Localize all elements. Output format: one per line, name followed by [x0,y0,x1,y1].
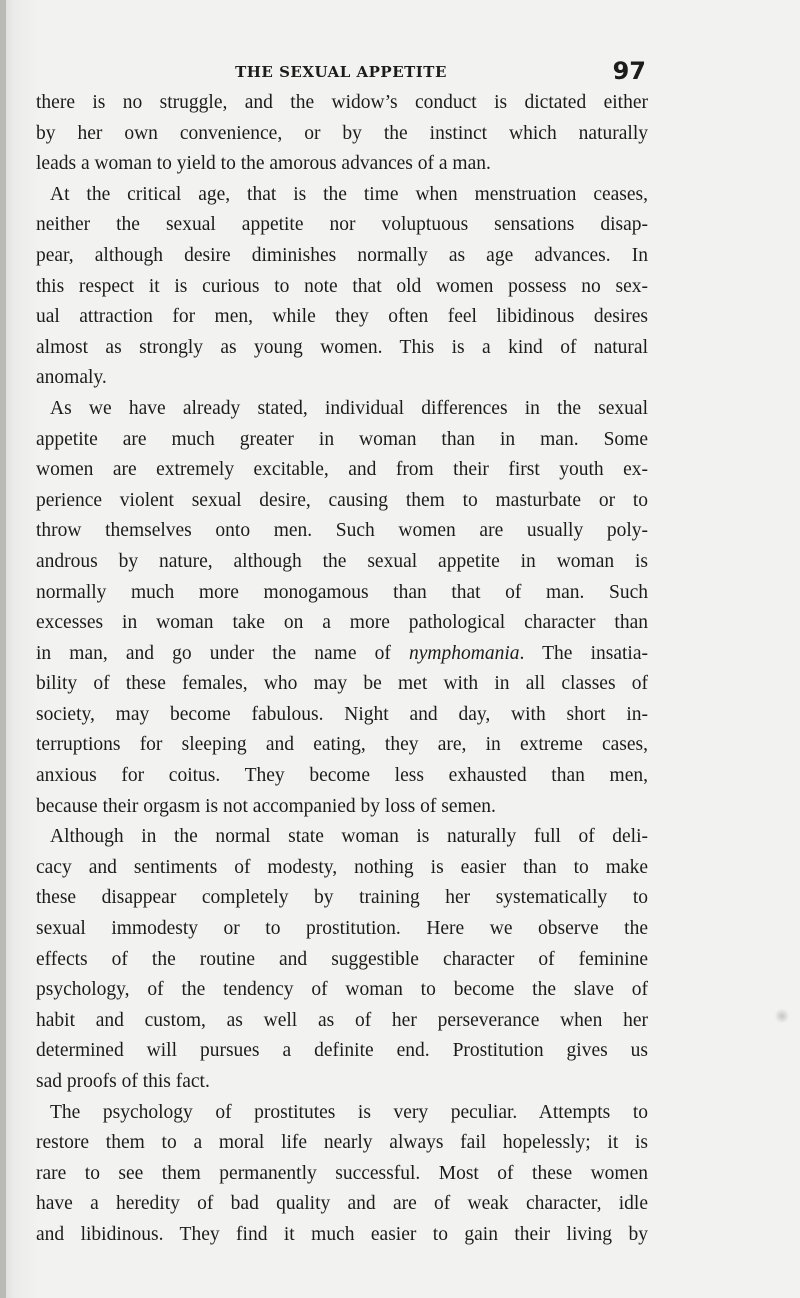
text-line: this respect it is curious to note that old women possess no sex- [36,275,648,297]
text-line: restore them to a moral life nearly always fail hopelessly; it is [36,1132,648,1154]
text-line: Although in the normal state woman is naturally full of deli- [50,826,648,848]
text-line: society, may become fabulous. Night and day, with short in- [36,703,648,725]
text-line: habit and custom, as well as of her perseverance when her [36,1009,648,1031]
text-line: by her own convenience, or by the instinct which naturally [36,122,648,144]
body-text [36,88,648,1251]
running-head: THE SEXUAL APPETITE [235,63,447,81]
text-line: ual attraction for men, while they often feel libidinous desires [36,306,648,328]
text-line: leads a woman to yield to the amorous advances of a man. [36,153,491,175]
text-line: As we have already stated, individual differences in the sexual [50,397,648,419]
text-line: have a heredity of bad quality and are of weak character, idle [36,1193,648,1215]
page-number: 97 [612,57,646,85]
text-line: because their orgasm is not accompanied by loss of semen. [36,795,496,817]
text-line: throw themselves onto men. Such women are usually poly- [36,520,648,542]
text-line: sexual immodesty or to prostitution. Here we observe the [36,918,648,940]
text-line: these disappear completely by training her systematically to [36,887,648,909]
italic-term: nymphomania [409,642,520,664]
text-line: psychology, of the tendency of woman to become the slave of [36,979,648,1001]
text-line: terruptions for sleeping and eating, they are, in extreme cases, [36,734,648,756]
text-line: androus by nature, although the sexual appetite in woman is [36,550,648,572]
text-line: neither the sexual appetite nor voluptuous sensations disap- [36,214,648,236]
text-line: almost as strongly as young women. This is a kind of natural [36,336,648,358]
text-line: there is no struggle, and the widow’s conduct is dictated either [36,92,648,113]
text-line: bility of these females, who may be met with in all classes of [36,673,648,695]
text-line: rare to see them permanently successful. Most of these women [36,1162,648,1184]
paper-smudge [775,1008,789,1024]
text-line: excesses in woman take on a more pathological character than [36,612,648,634]
text-line: normally much more monogamous than that of man. Such [36,581,648,603]
text-line: determined will pursues a definite end. Prostitution gives us [36,1040,648,1062]
text-line: perience violent sexual desire, causing them to masturbate or to [36,489,648,511]
text-line: effects of the routine and suggestible character of feminine [36,948,648,970]
text-line: cacy and sentiments of modesty, nothing is easier than to make [36,856,648,878]
text-line: The psychology of prostitutes is very peculiar. Attempts to [50,1101,648,1123]
text-line: appetite are much greater in woman than in man. Some [36,428,648,450]
text-line: and libidinous. They find it much easier to gain their living by [36,1223,648,1245]
text-line: women are extremely excitable, and from their first youth ex- [36,459,648,481]
page-header [36,57,646,87]
text-line: in man, and go under the name of nymphomania. The insatia- [36,642,648,664]
page-spine-edge [0,0,6,1298]
text-line: sad proofs of this fact. [36,1071,210,1092]
text-line: anxious for coitus. They become less exhausted than men, [36,765,648,787]
text-line: anomaly. [36,367,107,389]
text-line: pear, although desire diminishes normally as age advances. In [36,244,648,266]
text-line: At the critical age, that is the time when menstruation ceases, [50,183,648,205]
